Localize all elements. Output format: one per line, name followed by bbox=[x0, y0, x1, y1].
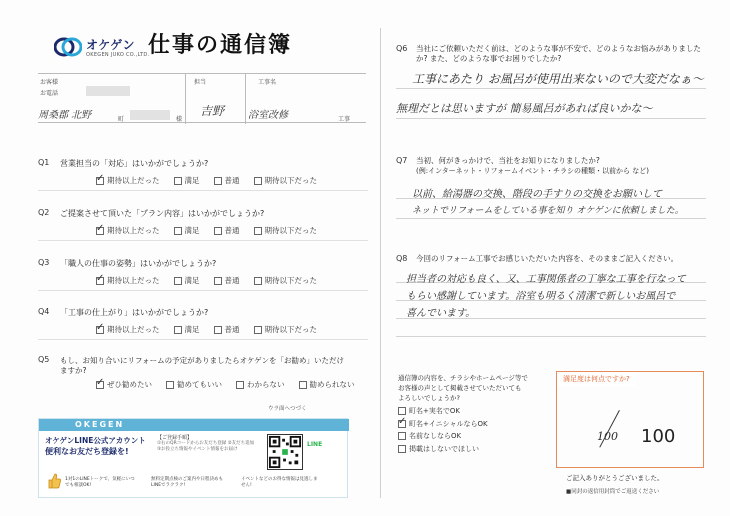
publish-options bbox=[398, 405, 488, 455]
question-text: 今回のリフォーム工事でお感じいただいた内容を、そのままご記入ください。 bbox=[416, 254, 679, 263]
satisfaction-score-box bbox=[556, 371, 704, 468]
work-name[interactable]: 浴室改修 bbox=[248, 110, 288, 121]
option-recommend[interactable]: ✓ ぜひ勧めたい bbox=[96, 379, 152, 390]
publish-option-no-name[interactable]: 名前なしならOK bbox=[398, 430, 488, 443]
answer-line bbox=[396, 336, 706, 337]
turn-over-note: ウラ面へつづく bbox=[268, 406, 307, 412]
option-exceeded[interactable]: ✓ 期待以上だった bbox=[96, 225, 160, 236]
checkbox[interactable] bbox=[398, 445, 406, 453]
checkbox[interactable] bbox=[214, 177, 222, 185]
banner-title: オケゲンLINE公式アカウント bbox=[45, 436, 146, 445]
answer-line bbox=[396, 118, 706, 119]
checkbox[interactable] bbox=[96, 227, 104, 235]
option-normal[interactable]: 普通 bbox=[214, 175, 240, 186]
option-below[interactable]: 期待以下だった bbox=[254, 275, 318, 286]
option-satisfied[interactable]: 満足 bbox=[174, 275, 200, 286]
option-satisfied[interactable]: 満足 bbox=[174, 225, 200, 236]
banner-steps: ①右のQRコードからお友だち登録 ②友だち追加 ③お役立ち情報やイベント情報をお届け bbox=[157, 441, 255, 452]
score-label: 満足度は何点ですか? bbox=[557, 372, 636, 386]
option-below[interactable]: 期待以下だった bbox=[254, 175, 318, 186]
option-exceeded[interactable]: ✓ 期待以上だった bbox=[96, 275, 160, 286]
brand-name: オケゲン bbox=[86, 38, 136, 52]
answer-text-line1[interactable]: 以前、給湯器の交換、階段の手すりの交換をお願いして bbox=[412, 189, 662, 200]
customer-cell bbox=[38, 74, 186, 124]
option-unsure[interactable]: わからない bbox=[236, 379, 285, 390]
checkbox[interactable] bbox=[166, 381, 174, 389]
publish-question-line1: 通信簿の内容を、チラシやホームページ等で bbox=[398, 374, 528, 382]
option-normal[interactable]: 普通 bbox=[214, 225, 240, 236]
redacted-name bbox=[130, 110, 170, 120]
answer-text-line1[interactable]: 担当者の対応も良く、又、工事関係者の丁寧な工事を行なって bbox=[406, 274, 686, 285]
staff-name[interactable]: 吉野 bbox=[200, 104, 225, 118]
options bbox=[96, 324, 331, 335]
answer-text-line3[interactable]: 喜んでいます。 bbox=[406, 308, 476, 319]
publish-option-full-name[interactable]: 町名+実名でOK bbox=[398, 405, 488, 418]
checkbox[interactable] bbox=[254, 227, 262, 235]
score-handwritten[interactable]: 100 bbox=[597, 430, 618, 443]
publish-option-initials[interactable]: ✓ 町名+イニシャルならOK bbox=[398, 418, 488, 431]
question-text-line1: もし、お知り合いにリフォームの予定がありましたらオケゲンを「お勧め」いただけ bbox=[60, 356, 345, 365]
publish-option-decline[interactable]: 掲載はしないでほしい bbox=[398, 443, 488, 456]
question-number: Q6 bbox=[396, 44, 408, 53]
checkbox[interactable] bbox=[96, 277, 104, 285]
option-exceeded[interactable]: ✓ 期待以上だった bbox=[96, 175, 160, 186]
separator bbox=[38, 190, 368, 191]
thumbs-up-icon bbox=[47, 473, 61, 489]
question-text: 「工事の仕上がり」はいかがでしょうか? bbox=[60, 308, 209, 317]
options bbox=[96, 175, 331, 186]
line-label: LINE bbox=[307, 441, 323, 448]
question-text: 「職人の仕事の姿勢」はいかがでしょうか? bbox=[60, 259, 217, 268]
question-number: Q3 bbox=[38, 258, 50, 267]
question-text: 当社にご依頼いただく前は、どのような事が不安で、どのようなお悩みがありましたか? また、どのような事でお困りでしたか? bbox=[416, 44, 701, 63]
checkbox[interactable] bbox=[254, 177, 262, 185]
publish-question-line3: よろしいでしょうか? bbox=[398, 394, 460, 402]
options bbox=[96, 275, 331, 286]
brand-subtitle: OKEGEN JUKO CO.,LTD. bbox=[86, 52, 150, 58]
checkbox[interactable] bbox=[299, 381, 307, 389]
customer-address[interactable]: 周桑郡 北野 bbox=[38, 110, 92, 121]
banner-subtitle: 便利なお友だち登録を! bbox=[45, 447, 129, 456]
checkbox[interactable] bbox=[96, 326, 104, 334]
checkbox[interactable] bbox=[174, 277, 182, 285]
banner-header: OKEGEN bbox=[39, 419, 349, 431]
options bbox=[96, 225, 331, 236]
work-cell bbox=[246, 74, 366, 124]
customer-phone-label: お電話 bbox=[40, 90, 59, 97]
staff-cell bbox=[186, 74, 246, 124]
staff-label: 担当 bbox=[194, 79, 207, 86]
customer-name-label: お客様 bbox=[40, 79, 59, 86]
option-exceeded[interactable]: ✓ 期待以上だった bbox=[96, 324, 160, 335]
question-text: ご提案させて頂いた「プラン内容」はいかがでしょうか? bbox=[60, 209, 265, 218]
sama-label: 様 bbox=[176, 116, 183, 123]
option-may-recommend[interactable]: 勧めてもいい bbox=[166, 379, 222, 390]
score-max: 100 bbox=[641, 426, 676, 447]
question-number: Q1 bbox=[38, 158, 50, 167]
options bbox=[96, 379, 369, 390]
question-subtext: (例:インターネット・リフォームイベント・チラシの種類・以前から など) bbox=[416, 167, 649, 175]
banner-steps-title: 【ご登録手順】 bbox=[157, 435, 193, 441]
checkbox[interactable] bbox=[398, 432, 406, 440]
option-satisfied[interactable]: 満足 bbox=[174, 324, 200, 335]
page-title: 仕事の通信簿 bbox=[148, 33, 293, 58]
answer-text-line2[interactable]: 無理だとは思いますが 簡易風呂があれば良いかな〜 bbox=[396, 102, 653, 115]
work-label: 工事名 bbox=[258, 79, 277, 86]
town-label: 町 bbox=[118, 116, 125, 123]
option-not-recommend[interactable]: 勧められない bbox=[299, 379, 355, 390]
question-text: 当初、何がきっかけで、当社をお知りになりましたか? bbox=[416, 156, 600, 165]
question-text-line2: ますか? bbox=[60, 366, 87, 375]
question-number: Q2 bbox=[38, 208, 50, 217]
answer-text-line2[interactable]: もらい感謝しています。浴室も明るく清潔で新しいお風呂で bbox=[406, 291, 676, 302]
checkbox[interactable] bbox=[214, 326, 222, 334]
thanks-text: ご記入ありがとうございました。 bbox=[566, 474, 664, 482]
checkbox[interactable] bbox=[174, 227, 182, 235]
question-number: Q4 bbox=[38, 307, 50, 316]
separator bbox=[38, 339, 368, 340]
banner-tip-3: イベントなどのお得な情報は見逃しません! bbox=[241, 477, 318, 488]
checkbox[interactable] bbox=[174, 177, 182, 185]
publish-question-line2: お客様の声として掲載させていただいても bbox=[398, 384, 522, 392]
column-divider bbox=[380, 28, 381, 498]
question-number: Q8 bbox=[396, 254, 408, 263]
option-satisfied[interactable]: 満足 bbox=[174, 175, 200, 186]
checkbox[interactable] bbox=[398, 420, 406, 428]
banner-tip-1: 1対1のLINEトークで、気軽にいつでも相談OK! bbox=[65, 477, 135, 488]
checkbox[interactable] bbox=[214, 277, 222, 285]
checkbox[interactable] bbox=[254, 326, 262, 334]
option-below[interactable]: 期待以下だった bbox=[254, 225, 318, 236]
return-note: ■同封の返信用封筒でご返送ください bbox=[566, 489, 660, 495]
work-suffix: 工事 bbox=[338, 116, 351, 123]
question-number: Q7 bbox=[396, 156, 408, 165]
option-normal[interactable]: 普通 bbox=[214, 324, 240, 335]
separator bbox=[38, 240, 368, 241]
okegen-logo-icon bbox=[54, 37, 82, 57]
answer-text-line2[interactable]: ネットでリフォームをしている事を知り オケゲンに依頼しました。 bbox=[412, 206, 684, 216]
checkbox[interactable] bbox=[96, 381, 104, 389]
qr-code-icon[interactable] bbox=[267, 434, 303, 470]
checkbox[interactable] bbox=[398, 407, 406, 415]
banner-tip-2: 無料定期点検のご案内や日程決めもLINEでラクラク! bbox=[151, 477, 223, 488]
checkbox[interactable] bbox=[236, 381, 244, 389]
checkbox[interactable] bbox=[214, 227, 222, 235]
option-below[interactable]: 期待以下だった bbox=[254, 324, 318, 335]
checkbox[interactable] bbox=[174, 326, 182, 334]
question-number: Q5 bbox=[38, 355, 50, 364]
customer-info bbox=[38, 73, 366, 123]
question-text: 営業担当の「対応」はいかがでしょうか? bbox=[60, 159, 209, 168]
answer-text-line1[interactable]: 工事にあたり お風呂が使用出来ないので大変だなぁ〜 bbox=[412, 72, 704, 86]
checkbox[interactable] bbox=[254, 277, 262, 285]
option-normal[interactable]: 普通 bbox=[214, 275, 240, 286]
separator bbox=[38, 290, 368, 291]
redacted-phone bbox=[86, 86, 130, 96]
line-banner bbox=[38, 418, 348, 498]
answer-line bbox=[396, 218, 706, 219]
publish-question bbox=[398, 373, 548, 403]
answer-line bbox=[396, 88, 706, 89]
checkbox[interactable] bbox=[96, 177, 104, 185]
